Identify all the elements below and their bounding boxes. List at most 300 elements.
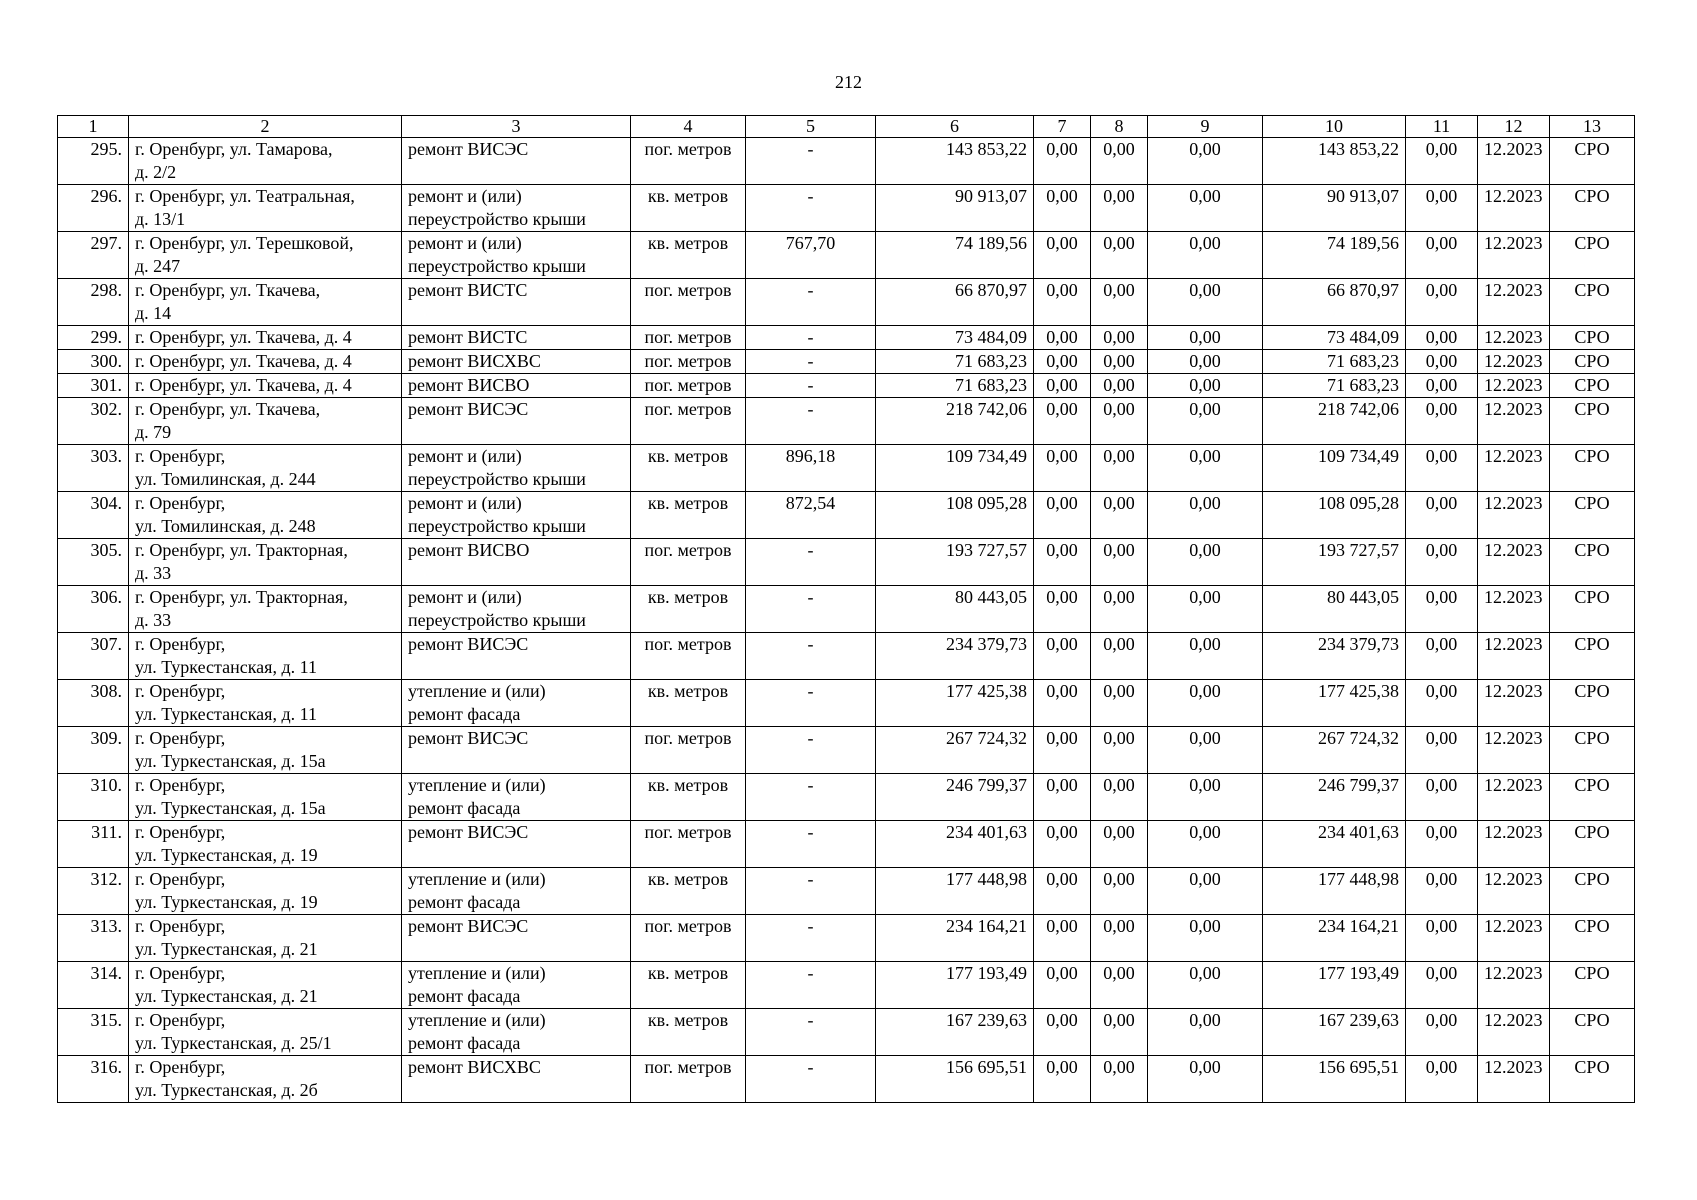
organization-cell: СРО: [1550, 138, 1635, 185]
col8-cell: 0,00: [1091, 774, 1148, 821]
table-row: [58, 326, 1635, 350]
row-number-cell: 315.: [58, 1009, 129, 1056]
organization-cell: СРО: [1550, 326, 1635, 350]
address-cell-line: г. Оренбург,: [135, 963, 226, 983]
col7-cell: 0,00: [1034, 492, 1091, 539]
address-cell-line: г. Оренбург, ул. Ткачева, д. 4: [135, 351, 352, 371]
deadline-cell: 12.2023: [1478, 445, 1550, 492]
organization-cell: СРО: [1550, 727, 1635, 774]
deadline-cell: 12.2023: [1478, 633, 1550, 680]
col9-cell: 0,00: [1148, 586, 1263, 633]
column-header-9: 9: [1148, 116, 1263, 138]
address-cell-line: г. Оренбург, ул. Ткачева, д. 4: [135, 327, 352, 347]
table-row: [58, 398, 1635, 445]
col8-cell: 0,00: [1091, 350, 1148, 374]
organization-cell: СРО: [1550, 586, 1635, 633]
table-row: [58, 1056, 1635, 1103]
col9-cell: 0,00: [1148, 962, 1263, 1009]
col7-cell: 0,00: [1034, 350, 1091, 374]
col8-cell: 0,00: [1091, 374, 1148, 398]
work-type-cell: [402, 326, 631, 350]
col8-cell: 0,00: [1091, 445, 1148, 492]
column-header-4: 4: [631, 116, 746, 138]
quantity-cell: -: [746, 326, 876, 350]
col11-cell: 0,00: [1406, 539, 1478, 586]
col8-cell: 0,00: [1091, 586, 1148, 633]
deadline-cell: 12.2023: [1478, 398, 1550, 445]
unit-cell: пог. метров: [631, 326, 746, 350]
work-type-cell: [402, 185, 631, 232]
row-number-cell: 312.: [58, 868, 129, 915]
address-cell-line: г. Оренбург,: [135, 775, 226, 795]
quantity-cell: -: [746, 821, 876, 868]
fund-cost-cell: 80 443,05: [1263, 586, 1406, 633]
work-type-cell: [402, 232, 631, 279]
col8-cell: 0,00: [1091, 727, 1148, 774]
unit-cell: пог. метров: [631, 374, 746, 398]
fund-cost-cell: 246 799,37: [1263, 774, 1406, 821]
col8-cell: 0,00: [1091, 232, 1148, 279]
column-header-6: 6: [876, 116, 1034, 138]
deadline-cell: 12.2023: [1478, 374, 1550, 398]
row-number-cell: 306.: [58, 586, 129, 633]
address-cell-line: ул. Томилинская, д. 248: [135, 516, 316, 536]
unit-cell: кв. метров: [631, 962, 746, 1009]
total-cost-cell: 109 734,49: [876, 445, 1034, 492]
table-body: [58, 138, 1635, 1103]
work-type-cell-line: утепление и (или): [408, 1010, 546, 1030]
table-row: [58, 279, 1635, 326]
quantity-cell: 767,70: [746, 232, 876, 279]
unit-cell: пог. метров: [631, 1056, 746, 1103]
row-number-cell: 305.: [58, 539, 129, 586]
col11-cell: 0,00: [1406, 492, 1478, 539]
unit-cell: пог. метров: [631, 398, 746, 445]
work-type-cell-line: утепление и (или): [408, 869, 546, 889]
col7-cell: 0,00: [1034, 1009, 1091, 1056]
fund-cost-cell: 108 095,28: [1263, 492, 1406, 539]
total-cost-cell: 66 870,97: [876, 279, 1034, 326]
col7-cell: 0,00: [1034, 586, 1091, 633]
address-cell: [129, 374, 402, 398]
unit-cell: кв. метров: [631, 185, 746, 232]
total-cost-cell: 71 683,23: [876, 374, 1034, 398]
col8-cell: 0,00: [1091, 633, 1148, 680]
column-header-10: 10: [1263, 116, 1406, 138]
quantity-cell: -: [746, 586, 876, 633]
column-header-2: 2: [129, 116, 402, 138]
address-cell-line: д. 14: [135, 303, 172, 323]
address-cell-line: д. 2/2: [135, 162, 177, 182]
col7-cell: 0,00: [1034, 445, 1091, 492]
address-cell-line: г. Оренбург,: [135, 634, 226, 654]
work-type-cell-line: ремонт ВИСТС: [408, 327, 528, 347]
fund-cost-cell: 193 727,57: [1263, 539, 1406, 586]
work-type-cell: [402, 915, 631, 962]
address-cell: [129, 445, 402, 492]
quantity-cell: -: [746, 1009, 876, 1056]
fund-cost-cell: 73 484,09: [1263, 326, 1406, 350]
work-type-cell-line: ремонт ВИСЭС: [408, 399, 529, 419]
col11-cell: 0,00: [1406, 774, 1478, 821]
quantity-cell: -: [746, 727, 876, 774]
unit-cell: пог. метров: [631, 138, 746, 185]
table-row: [58, 586, 1635, 633]
row-number-cell: 316.: [58, 1056, 129, 1103]
work-type-cell-line: ремонт фасада: [408, 1033, 521, 1053]
address-cell: [129, 774, 402, 821]
quantity-cell: -: [746, 350, 876, 374]
quantity-cell: -: [746, 962, 876, 1009]
address-cell: [129, 962, 402, 1009]
col9-cell: 0,00: [1148, 326, 1263, 350]
address-cell-line: д. 79: [135, 422, 172, 442]
deadline-cell: 12.2023: [1478, 1009, 1550, 1056]
row-number-cell: 307.: [58, 633, 129, 680]
col7-cell: 0,00: [1034, 915, 1091, 962]
address-cell-line: г. Оренбург, ул. Ткачева,: [135, 399, 321, 419]
col11-cell: 0,00: [1406, 374, 1478, 398]
row-number-cell: 314.: [58, 962, 129, 1009]
work-type-cell-line: ремонт ВИСВО: [408, 375, 530, 395]
address-cell-line: г. Оренбург, ул. Терешковой,: [135, 233, 354, 253]
work-type-cell-line: ремонт и (или): [408, 186, 522, 206]
table-row: [58, 727, 1635, 774]
work-type-cell: [402, 680, 631, 727]
unit-cell: пог. метров: [631, 915, 746, 962]
column-header-1: 1: [58, 116, 129, 138]
address-cell: [129, 350, 402, 374]
work-type-cell: [402, 279, 631, 326]
total-cost-cell: 246 799,37: [876, 774, 1034, 821]
row-number-cell: 301.: [58, 374, 129, 398]
address-cell-line: д. 33: [135, 610, 172, 630]
address-cell-line: ул. Туркестанская, д. 21: [135, 986, 318, 1006]
work-type-cell-line: ремонт ВИСЭС: [408, 822, 529, 842]
work-type-cell-line: утепление и (или): [408, 775, 546, 795]
work-type-cell: [402, 633, 631, 680]
address-cell-line: г. Оренбург,: [135, 869, 226, 889]
col9-cell: 0,00: [1148, 821, 1263, 868]
address-cell-line: г. Оренбург,: [135, 822, 226, 842]
total-cost-cell: 193 727,57: [876, 539, 1034, 586]
col8-cell: 0,00: [1091, 915, 1148, 962]
row-number-cell: 300.: [58, 350, 129, 374]
work-type-cell-line: ремонт фасада: [408, 892, 521, 912]
address-cell-line: ул. Туркестанская, д. 2б: [135, 1080, 318, 1100]
fund-cost-cell: 143 853,22: [1263, 138, 1406, 185]
total-cost-cell: 156 695,51: [876, 1056, 1034, 1103]
row-number-cell: 303.: [58, 445, 129, 492]
organization-cell: СРО: [1550, 539, 1635, 586]
fund-cost-cell: 177 448,98: [1263, 868, 1406, 915]
address-cell: [129, 727, 402, 774]
address-cell-line: г. Оренбург,: [135, 1057, 226, 1077]
address-cell: [129, 633, 402, 680]
col11-cell: 0,00: [1406, 185, 1478, 232]
col8-cell: 0,00: [1091, 1056, 1148, 1103]
work-type-cell-line: переустройство крыши: [408, 610, 586, 630]
total-cost-cell: 234 164,21: [876, 915, 1034, 962]
total-cost-cell: 108 095,28: [876, 492, 1034, 539]
work-type-cell-line: ремонт ВИСЭС: [408, 634, 529, 654]
row-number-cell: 313.: [58, 915, 129, 962]
fund-cost-cell: 71 683,23: [1263, 374, 1406, 398]
column-header-7: 7: [1034, 116, 1091, 138]
col9-cell: 0,00: [1148, 1056, 1263, 1103]
total-cost-cell: 218 742,06: [876, 398, 1034, 445]
address-cell-line: г. Оренбург,: [135, 446, 226, 466]
work-type-cell: [402, 962, 631, 1009]
work-type-cell: [402, 868, 631, 915]
organization-cell: СРО: [1550, 868, 1635, 915]
table-row: [58, 492, 1635, 539]
col11-cell: 0,00: [1406, 138, 1478, 185]
address-cell-line: ул. Туркестанская, д. 21: [135, 939, 318, 959]
col7-cell: 0,00: [1034, 868, 1091, 915]
col8-cell: 0,00: [1091, 821, 1148, 868]
deadline-cell: 12.2023: [1478, 774, 1550, 821]
table-row: [58, 539, 1635, 586]
col11-cell: 0,00: [1406, 1056, 1478, 1103]
total-cost-cell: 143 853,22: [876, 138, 1034, 185]
quantity-cell: -: [746, 633, 876, 680]
table-row: [58, 185, 1635, 232]
col11-cell: 0,00: [1406, 633, 1478, 680]
col7-cell: 0,00: [1034, 633, 1091, 680]
deadline-cell: 12.2023: [1478, 727, 1550, 774]
table-row: [58, 374, 1635, 398]
column-header-5: 5: [746, 116, 876, 138]
deadline-cell: 12.2023: [1478, 586, 1550, 633]
total-cost-cell: 71 683,23: [876, 350, 1034, 374]
work-type-cell: [402, 1009, 631, 1056]
work-type-cell-line: переустройство крыши: [408, 516, 586, 536]
row-number-cell: 309.: [58, 727, 129, 774]
quantity-cell: 896,18: [746, 445, 876, 492]
organization-cell: СРО: [1550, 774, 1635, 821]
work-type-cell: [402, 374, 631, 398]
organization-cell: СРО: [1550, 398, 1635, 445]
organization-cell: СРО: [1550, 185, 1635, 232]
deadline-cell: 12.2023: [1478, 962, 1550, 1009]
address-cell-line: г. Оренбург,: [135, 728, 226, 748]
address-cell: [129, 138, 402, 185]
address-cell-line: ул. Туркестанская, д. 25/1: [135, 1033, 332, 1053]
deadline-cell: 12.2023: [1478, 1056, 1550, 1103]
organization-cell: СРО: [1550, 445, 1635, 492]
work-type-cell: [402, 586, 631, 633]
col7-cell: 0,00: [1034, 774, 1091, 821]
col7-cell: 0,00: [1034, 727, 1091, 774]
deadline-cell: 12.2023: [1478, 821, 1550, 868]
address-cell-line: д. 33: [135, 563, 172, 583]
work-type-cell: [402, 138, 631, 185]
work-type-cell-line: ремонт и (или): [408, 233, 522, 253]
col7-cell: 0,00: [1034, 232, 1091, 279]
row-number-cell: 311.: [58, 821, 129, 868]
organization-cell: СРО: [1550, 1056, 1635, 1103]
work-type-cell-line: переустройство крыши: [408, 469, 586, 489]
deadline-cell: 12.2023: [1478, 539, 1550, 586]
col11-cell: 0,00: [1406, 1009, 1478, 1056]
deadline-cell: 12.2023: [1478, 232, 1550, 279]
unit-cell: пог. метров: [631, 350, 746, 374]
deadline-cell: 12.2023: [1478, 326, 1550, 350]
work-type-cell-line: ремонт ВИСЭС: [408, 728, 529, 748]
quantity-cell: -: [746, 138, 876, 185]
organization-cell: СРО: [1550, 821, 1635, 868]
fund-cost-cell: 177 425,38: [1263, 680, 1406, 727]
work-type-cell: [402, 492, 631, 539]
col11-cell: 0,00: [1406, 915, 1478, 962]
row-number-cell: 310.: [58, 774, 129, 821]
total-cost-cell: 90 913,07: [876, 185, 1034, 232]
col8-cell: 0,00: [1091, 680, 1148, 727]
work-type-cell-line: ремонт фасада: [408, 798, 521, 818]
quantity-cell: -: [746, 539, 876, 586]
col9-cell: 0,00: [1148, 915, 1263, 962]
col9-cell: 0,00: [1148, 727, 1263, 774]
fund-cost-cell: 234 401,63: [1263, 821, 1406, 868]
col11-cell: 0,00: [1406, 398, 1478, 445]
table-row: [58, 445, 1635, 492]
col11-cell: 0,00: [1406, 232, 1478, 279]
address-cell-line: ул. Туркестанская, д. 11: [135, 704, 317, 724]
col7-cell: 0,00: [1034, 279, 1091, 326]
unit-cell: пог. метров: [631, 279, 746, 326]
fund-cost-cell: 90 913,07: [1263, 185, 1406, 232]
address-cell: [129, 492, 402, 539]
unit-cell: кв. метров: [631, 586, 746, 633]
col8-cell: 0,00: [1091, 326, 1148, 350]
col7-cell: 0,00: [1034, 680, 1091, 727]
fund-cost-cell: 66 870,97: [1263, 279, 1406, 326]
unit-cell: кв. метров: [631, 445, 746, 492]
col7-cell: 0,00: [1034, 374, 1091, 398]
address-cell-line: г. Оренбург,: [135, 681, 226, 701]
address-cell: [129, 279, 402, 326]
organization-cell: СРО: [1550, 350, 1635, 374]
address-cell-line: ул. Туркестанская, д. 19: [135, 845, 318, 865]
work-type-cell: [402, 445, 631, 492]
col9-cell: 0,00: [1148, 539, 1263, 586]
quantity-cell: -: [746, 915, 876, 962]
address-cell: [129, 1009, 402, 1056]
col11-cell: 0,00: [1406, 962, 1478, 1009]
column-header-3: 3: [402, 116, 631, 138]
quantity-cell: -: [746, 868, 876, 915]
deadline-cell: 12.2023: [1478, 915, 1550, 962]
deadline-cell: 12.2023: [1478, 492, 1550, 539]
col8-cell: 0,00: [1091, 279, 1148, 326]
quantity-cell: 872,54: [746, 492, 876, 539]
deadline-cell: 12.2023: [1478, 279, 1550, 326]
total-cost-cell: 234 401,63: [876, 821, 1034, 868]
address-cell-line: ул. Томилинская, д. 244: [135, 469, 316, 489]
table-row: [58, 868, 1635, 915]
address-cell: [129, 326, 402, 350]
work-type-cell-line: ремонт и (или): [408, 446, 522, 466]
col8-cell: 0,00: [1091, 398, 1148, 445]
table-row: [58, 138, 1635, 185]
row-number-cell: 296.: [58, 185, 129, 232]
col11-cell: 0,00: [1406, 727, 1478, 774]
quantity-cell: -: [746, 279, 876, 326]
organization-cell: СРО: [1550, 962, 1635, 1009]
fund-cost-cell: 74 189,56: [1263, 232, 1406, 279]
row-number-cell: 299.: [58, 326, 129, 350]
row-number-cell: 295.: [58, 138, 129, 185]
fund-cost-cell: 218 742,06: [1263, 398, 1406, 445]
organization-cell: СРО: [1550, 915, 1635, 962]
col9-cell: 0,00: [1148, 185, 1263, 232]
table-row: [58, 774, 1635, 821]
address-cell-line: г. Оренбург, ул. Ткачева,: [135, 280, 321, 300]
work-type-cell-line: ремонт ВИСТС: [408, 280, 528, 300]
col9-cell: 0,00: [1148, 1009, 1263, 1056]
col7-cell: 0,00: [1034, 398, 1091, 445]
total-cost-cell: 73 484,09: [876, 326, 1034, 350]
address-cell: [129, 680, 402, 727]
deadline-cell: 12.2023: [1478, 680, 1550, 727]
col11-cell: 0,00: [1406, 350, 1478, 374]
total-cost-cell: 267 724,32: [876, 727, 1034, 774]
col8-cell: 0,00: [1091, 539, 1148, 586]
unit-cell: пог. метров: [631, 539, 746, 586]
total-cost-cell: 234 379,73: [876, 633, 1034, 680]
column-header-13: 13: [1550, 116, 1635, 138]
fund-cost-cell: 167 239,63: [1263, 1009, 1406, 1056]
col9-cell: 0,00: [1148, 445, 1263, 492]
col11-cell: 0,00: [1406, 680, 1478, 727]
row-number-cell: 297.: [58, 232, 129, 279]
work-type-cell-line: ремонт фасада: [408, 704, 521, 724]
unit-cell: пог. метров: [631, 727, 746, 774]
row-number-cell: 304.: [58, 492, 129, 539]
col11-cell: 0,00: [1406, 586, 1478, 633]
col9-cell: 0,00: [1148, 774, 1263, 821]
unit-cell: кв. метров: [631, 492, 746, 539]
table-row: [58, 821, 1635, 868]
table-row: [58, 350, 1635, 374]
fund-cost-cell: 109 734,49: [1263, 445, 1406, 492]
col9-cell: 0,00: [1148, 279, 1263, 326]
col9-cell: 0,00: [1148, 350, 1263, 374]
col9-cell: 0,00: [1148, 868, 1263, 915]
work-type-cell-line: ремонт и (или): [408, 493, 522, 513]
col9-cell: 0,00: [1148, 680, 1263, 727]
deadline-cell: 12.2023: [1478, 185, 1550, 232]
total-cost-cell: 80 443,05: [876, 586, 1034, 633]
col7-cell: 0,00: [1034, 185, 1091, 232]
organization-cell: СРО: [1550, 1009, 1635, 1056]
work-type-cell: [402, 821, 631, 868]
work-type-cell-line: ремонт ВИСЭС: [408, 139, 529, 159]
address-cell: [129, 586, 402, 633]
fund-cost-cell: 234 379,73: [1263, 633, 1406, 680]
work-type-cell: [402, 539, 631, 586]
work-type-cell-line: утепление и (или): [408, 681, 546, 701]
fund-cost-cell: 267 724,32: [1263, 727, 1406, 774]
address-cell-line: г. Оренбург, ул. Тракторная,: [135, 540, 348, 560]
address-cell-line: ул. Туркестанская, д. 19: [135, 892, 318, 912]
unit-cell: кв. метров: [631, 232, 746, 279]
work-type-cell: [402, 774, 631, 821]
fund-cost-cell: 71 683,23: [1263, 350, 1406, 374]
total-cost-cell: 167 239,63: [876, 1009, 1034, 1056]
address-cell: [129, 185, 402, 232]
